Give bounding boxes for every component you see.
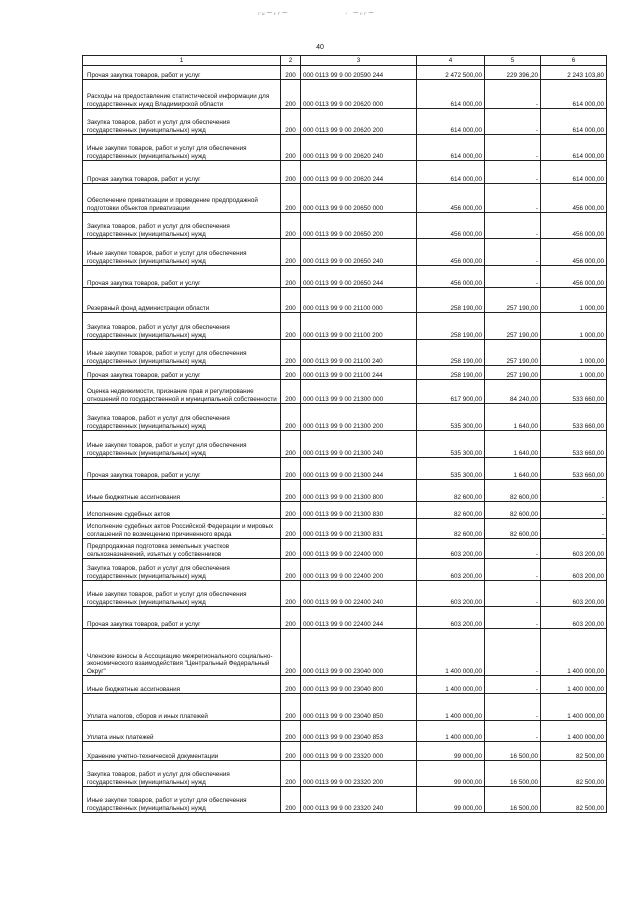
table-row [83, 313, 607, 340]
row-kbk-cell: 000 0113 99 9 00 21100 200 [301, 313, 417, 340]
row-code-cell: 200 [281, 80, 301, 109]
table-row [83, 742, 607, 761]
row-remainder-amount-cell: - [541, 502, 607, 519]
row-executed-amount-cell: - [485, 629, 541, 676]
row-code-cell: 200 [281, 629, 301, 676]
row-name-cell: Закупка товаров, работ и услуг для обеспечения государственных (муниципальных) нужд [83, 761, 281, 787]
table-row [83, 109, 607, 135]
row-plan-amount-cell: 603 200,00 [417, 581, 485, 607]
column-number-row [83, 56, 607, 66]
table-row [83, 340, 607, 366]
row-name-cell: Иные бюджетные ассигнования [83, 480, 281, 502]
row-executed-amount-cell: - [485, 607, 541, 629]
row-executed-amount-cell: - [485, 109, 541, 135]
row-executed-amount-cell: - [485, 266, 541, 288]
row-executed-amount-cell: - [485, 184, 541, 213]
row-kbk-cell: 000 0113 99 9 00 23040 000 [301, 629, 417, 676]
row-executed-amount-cell: 16 500,00 [485, 787, 541, 813]
table-row [83, 288, 607, 313]
row-remainder-amount-cell: 1 400 000,00 [541, 694, 607, 721]
row-executed-amount-cell: - [485, 539, 541, 559]
row-code-cell: 200 [281, 184, 301, 213]
row-kbk-cell: 000 0113 99 9 00 23320 000 [301, 742, 417, 761]
table-row [83, 458, 607, 480]
row-name-cell: Хранение учетно-технической документации [83, 742, 281, 761]
row-remainder-amount-cell: 603 200,00 [541, 581, 607, 607]
row-code-cell: 200 [281, 213, 301, 239]
table-row [83, 607, 607, 629]
row-executed-amount-cell: 257 190,00 [485, 313, 541, 340]
column-header: 3 [301, 56, 417, 66]
row-executed-amount-cell: 257 190,00 [485, 340, 541, 366]
row-kbk-cell: 000 0113 99 9 00 20620 244 [301, 161, 417, 184]
row-remainder-amount-cell: 456 000,00 [541, 184, 607, 213]
table-row [83, 721, 607, 742]
row-name-cell: Прочая закупка товаров, работ и услуг [83, 366, 281, 380]
row-plan-amount-cell: 99 000,00 [417, 742, 485, 761]
row-plan-amount-cell: 1 400 000,00 [417, 676, 485, 694]
row-name-cell: Иные закупки товаров, работ и услуг для обеспечения государственных (муниципальных) нужд [83, 787, 281, 813]
row-name-cell: Прочая закупка товаров, работ и услуг [83, 458, 281, 480]
row-remainder-amount-cell: 82 500,00 [541, 761, 607, 787]
row-code-cell: 200 [281, 787, 301, 813]
row-kbk-cell: 000 0113 99 9 00 21100 244 [301, 366, 417, 380]
table-row [83, 502, 607, 519]
row-plan-amount-cell: 614 000,00 [417, 109, 485, 135]
row-remainder-amount-cell: 1 000,00 [541, 366, 607, 380]
row-remainder-amount-cell: 82 500,00 [541, 787, 607, 813]
row-plan-amount-cell: 82 600,00 [417, 502, 485, 519]
row-executed-amount-cell: - [485, 676, 541, 694]
row-code-cell: 200 [281, 458, 301, 480]
row-name-cell: Закупка товаров, работ и услуг для обеспечения государственных (муниципальных) нужд [83, 213, 281, 239]
row-plan-amount-cell: 82 600,00 [417, 519, 485, 539]
row-kbk-cell: 000 0113 99 9 00 22400 000 [301, 539, 417, 559]
row-executed-amount-cell: 229 396,20 [485, 66, 541, 80]
table-body [83, 66, 607, 813]
row-code-cell: 200 [281, 366, 301, 380]
row-remainder-amount-cell: 614 000,00 [541, 135, 607, 161]
row-plan-amount-cell: 1 400 000,00 [417, 694, 485, 721]
row-kbk-cell: 000 0113 99 9 00 20620 240 [301, 135, 417, 161]
row-kbk-cell: 000 0113 99 9 00 23040 853 [301, 721, 417, 742]
row-kbk-cell: 000 0113 99 9 00 20650 000 [301, 184, 417, 213]
row-remainder-amount-cell: 1 000,00 [541, 340, 607, 366]
table-row [83, 380, 607, 404]
row-code-cell: 200 [281, 581, 301, 607]
row-name-cell: Иные закупки товаров, работ и услуг для обеспечения государственных (муниципальных) нужд [83, 431, 281, 458]
table-row [83, 213, 607, 239]
row-code-cell: 200 [281, 135, 301, 161]
row-executed-amount-cell: 257 190,00 [485, 366, 541, 380]
row-executed-amount-cell: 82 600,00 [485, 519, 541, 539]
row-kbk-cell: 000 0113 99 9 00 21100 240 [301, 340, 417, 366]
row-plan-amount-cell: 603 200,00 [417, 539, 485, 559]
row-executed-amount-cell: 16 500,00 [485, 742, 541, 761]
row-name-cell: Закупка товаров, работ и услуг для обеспечения государственных (муниципальных) нужд [83, 559, 281, 581]
row-kbk-cell: 000 0113 99 9 00 23320 200 [301, 761, 417, 787]
table-row [83, 135, 607, 161]
row-name-cell: Уплата налогов, сборов и иных платежей [83, 694, 281, 721]
row-plan-amount-cell: 535 300,00 [417, 404, 485, 431]
row-remainder-amount-cell: - [541, 519, 607, 539]
table-row [83, 519, 607, 539]
row-plan-amount-cell: 258 190,00 [417, 288, 485, 313]
row-code-cell: 200 [281, 761, 301, 787]
row-plan-amount-cell: 1 400 000,00 [417, 629, 485, 676]
row-remainder-amount-cell: 1 400 000,00 [541, 676, 607, 694]
column-header: 5 [485, 56, 541, 66]
row-plan-amount-cell: 258 190,00 [417, 366, 485, 380]
row-remainder-amount-cell: 456 000,00 [541, 266, 607, 288]
row-plan-amount-cell: 456 000,00 [417, 213, 485, 239]
row-kbk-cell: 000 0113 99 9 00 23040 850 [301, 694, 417, 721]
row-remainder-amount-cell: 533 660,00 [541, 404, 607, 431]
row-kbk-cell: 000 0113 99 9 00 20620 200 [301, 109, 417, 135]
row-executed-amount-cell: 16 500,00 [485, 761, 541, 787]
row-name-cell: Иные закупки товаров, работ и услуг для обеспечения государственных (муниципальных) нужд [83, 581, 281, 607]
budget-table [82, 55, 607, 813]
row-executed-amount-cell: 257 190,00 [485, 288, 541, 313]
row-name-cell: Иные закупки товаров, работ и услуг для обеспечения государственных (муниципальных) нужд [83, 239, 281, 266]
page-number: 40 [316, 44, 324, 51]
row-code-cell: 200 [281, 288, 301, 313]
column-header: 1 [83, 56, 281, 66]
row-plan-amount-cell: 456 000,00 [417, 266, 485, 288]
row-name-cell: Уплата иных платежей [83, 721, 281, 742]
row-code-cell: 200 [281, 380, 301, 404]
row-name-cell: Прочая закупка товаров, работ и услуг [83, 161, 281, 184]
column-header: 6 [541, 56, 607, 66]
row-kbk-cell: 000 0113 99 9 00 21300 200 [301, 404, 417, 431]
row-code-cell: 200 [281, 742, 301, 761]
row-executed-amount-cell: - [485, 239, 541, 266]
row-executed-amount-cell: - [485, 161, 541, 184]
row-kbk-cell: 000 0113 99 9 00 22400 200 [301, 559, 417, 581]
row-plan-amount-cell: 617 900,00 [417, 380, 485, 404]
row-code-cell: 200 [281, 607, 301, 629]
row-remainder-amount-cell: 82 500,00 [541, 742, 607, 761]
row-plan-amount-cell: 614 000,00 [417, 80, 485, 109]
row-code-cell: 200 [281, 559, 301, 581]
row-code-cell: 200 [281, 239, 301, 266]
row-plan-amount-cell: 614 000,00 [417, 161, 485, 184]
row-executed-amount-cell: 1 640,00 [485, 404, 541, 431]
row-plan-amount-cell: 535 300,00 [417, 458, 485, 480]
row-executed-amount-cell: - [485, 80, 541, 109]
row-remainder-amount-cell: 2 243 103,80 [541, 66, 607, 80]
row-name-cell: Закупка товаров, работ и услуг для обеспечения государственных (муниципальных) нужд [83, 404, 281, 431]
row-name-cell: Членские взносы в Ассоциацию межрегионального социально-экономического взаимодействия "Центральный Федеральный Округ" [83, 629, 281, 676]
row-kbk-cell: 000 0113 99 9 00 23320 240 [301, 787, 417, 813]
row-executed-amount-cell: - [485, 213, 541, 239]
row-plan-amount-cell: 82 600,00 [417, 480, 485, 502]
row-executed-amount-cell: - [485, 559, 541, 581]
table-row [83, 266, 607, 288]
row-name-cell: Иные закупки товаров, работ и услуг для обеспечения государственных (муниципальных) нужд [83, 135, 281, 161]
row-plan-amount-cell: 535 300,00 [417, 431, 485, 458]
table-row [83, 559, 607, 581]
table-row [83, 761, 607, 787]
row-kbk-cell: 000 0113 99 9 00 20590 244 [301, 66, 417, 80]
table-row [83, 80, 607, 109]
row-plan-amount-cell: 2 472 500,00 [417, 66, 485, 80]
row-kbk-cell: 000 0113 99 9 00 21300 831 [301, 519, 417, 539]
row-plan-amount-cell: 603 200,00 [417, 559, 485, 581]
table-row [83, 366, 607, 380]
row-code-cell: 200 [281, 66, 301, 80]
row-remainder-amount-cell: 1 000,00 [541, 313, 607, 340]
row-executed-amount-cell: - [485, 694, 541, 721]
row-kbk-cell: 000 0113 99 9 00 20650 200 [301, 213, 417, 239]
row-name-cell: Расходы на предоставление статистической информации для государственных нужд Владимирской области [83, 80, 281, 109]
table-row [83, 404, 607, 431]
table-row [83, 480, 607, 502]
table-row [83, 161, 607, 184]
row-executed-amount-cell: 1 640,00 [485, 431, 541, 458]
row-code-cell: 200 [281, 313, 301, 340]
row-name-cell: Исполнение судебных актов [83, 502, 281, 519]
row-remainder-amount-cell: 456 000,00 [541, 213, 607, 239]
row-code-cell: 200 [281, 404, 301, 431]
column-header: 2 [281, 56, 301, 66]
row-kbk-cell: 000 0113 99 9 00 22400 240 [301, 581, 417, 607]
row-code-cell: 200 [281, 109, 301, 135]
row-kbk-cell: 000 0113 99 9 00 20650 240 [301, 239, 417, 266]
table-row [83, 184, 607, 213]
row-kbk-cell: 000 0113 99 9 00 22400 244 [301, 607, 417, 629]
row-remainder-amount-cell: 614 000,00 [541, 161, 607, 184]
row-code-cell: 200 [281, 694, 301, 721]
row-executed-amount-cell: 1 640,00 [485, 458, 541, 480]
row-name-cell: Иные закупки товаров, работ и услуг для обеспечения государственных (муниципальных) нужд [83, 340, 281, 366]
row-code-cell: 200 [281, 519, 301, 539]
row-remainder-amount-cell: 603 200,00 [541, 607, 607, 629]
row-plan-amount-cell: 456 000,00 [417, 239, 485, 266]
row-name-cell: Исполнение судебных актов Российской Федерации и мировых соглашений по возмещению причиненного вреда [83, 519, 281, 539]
row-remainder-amount-cell: 1 400 000,00 [541, 721, 607, 742]
row-executed-amount-cell: 82 600,00 [485, 502, 541, 519]
row-executed-amount-cell: 82 600,00 [485, 480, 541, 502]
column-header: 4 [417, 56, 485, 66]
row-remainder-amount-cell: 614 000,00 [541, 80, 607, 109]
row-executed-amount-cell: - [485, 135, 541, 161]
row-remainder-amount-cell: 456 000,00 [541, 239, 607, 266]
row-plan-amount-cell: 258 190,00 [417, 313, 485, 340]
row-executed-amount-cell: - [485, 721, 541, 742]
row-executed-amount-cell: 84 240,00 [485, 380, 541, 404]
scan-mark-left: ᵣᵤ~ᵥᵣ~ [258, 8, 290, 17]
table-row [83, 239, 607, 266]
row-name-cell: Прочая закупка товаров, работ и услуг [83, 66, 281, 80]
row-kbk-cell: 000 0113 99 9 00 20650 244 [301, 266, 417, 288]
row-code-cell: 200 [281, 539, 301, 559]
scan-mark-right: ˴ ~ᵥᵣ~ [345, 8, 376, 17]
row-plan-amount-cell: 99 000,00 [417, 761, 485, 787]
row-name-cell: Прочая закупка товаров, работ и услуг [83, 607, 281, 629]
row-name-cell: Предпродажная подготовка земельных участков сельхозназначений, изъятых у собственников [83, 539, 281, 559]
row-name-cell: Прочая закупка товаров, работ и услуг [83, 266, 281, 288]
row-plan-amount-cell: 456 000,00 [417, 184, 485, 213]
row-remainder-amount-cell: 603 200,00 [541, 559, 607, 581]
row-plan-amount-cell: 614 000,00 [417, 135, 485, 161]
row-remainder-amount-cell: 533 660,00 [541, 458, 607, 480]
row-name-cell: Обеспечение приватизации и проведение предпродажной подготовки объектов приватизации [83, 184, 281, 213]
row-kbk-cell: 000 0113 99 9 00 21300 240 [301, 431, 417, 458]
row-plan-amount-cell: 603 200,00 [417, 607, 485, 629]
row-remainder-amount-cell: 614 000,00 [541, 109, 607, 135]
row-code-cell: 200 [281, 340, 301, 366]
table-row [83, 694, 607, 721]
row-name-cell: Закупка товаров, работ и услуг для обеспечения государственных (муниципальных) нужд [83, 313, 281, 340]
row-code-cell: 200 [281, 480, 301, 502]
table-row [83, 676, 607, 694]
table-row [83, 539, 607, 559]
table-row [83, 581, 607, 607]
row-name-cell: Оценка недвижимости, признание прав и регулирование отношений по государственной и муниципальной собственности [83, 380, 281, 404]
row-code-cell: 200 [281, 676, 301, 694]
table-row [83, 629, 607, 676]
row-kbk-cell: 000 0113 99 9 00 20620 000 [301, 80, 417, 109]
row-remainder-amount-cell: 603 200,00 [541, 539, 607, 559]
row-code-cell: 200 [281, 721, 301, 742]
table-row [83, 431, 607, 458]
row-executed-amount-cell: - [485, 581, 541, 607]
row-remainder-amount-cell: 533 660,00 [541, 380, 607, 404]
row-plan-amount-cell: 99 000,00 [417, 787, 485, 813]
row-plan-amount-cell: 1 400 000,00 [417, 721, 485, 742]
row-code-cell: 200 [281, 161, 301, 184]
row-name-cell: Закупка товаров, работ и услуг для обеспечения государственных (муниципальных) нужд [83, 109, 281, 135]
row-code-cell: 200 [281, 431, 301, 458]
row-code-cell: 200 [281, 502, 301, 519]
row-kbk-cell: 000 0113 99 9 00 23040 800 [301, 676, 417, 694]
table-row [83, 66, 607, 80]
row-kbk-cell: 000 0113 99 9 00 21300 800 [301, 480, 417, 502]
row-kbk-cell: 000 0113 99 9 00 21300 244 [301, 458, 417, 480]
row-remainder-amount-cell: - [541, 480, 607, 502]
row-remainder-amount-cell: 1 400 000,00 [541, 629, 607, 676]
row-kbk-cell: 000 0113 99 9 00 21100 000 [301, 288, 417, 313]
row-remainder-amount-cell: 1 000,00 [541, 288, 607, 313]
row-code-cell: 200 [281, 266, 301, 288]
row-name-cell: Иные бюджетные ассигнования [83, 676, 281, 694]
table-row [83, 787, 607, 813]
row-remainder-amount-cell: 533 660,00 [541, 431, 607, 458]
row-kbk-cell: 000 0113 99 9 00 21300 000 [301, 380, 417, 404]
row-kbk-cell: 000 0113 99 9 00 21300 830 [301, 502, 417, 519]
row-plan-amount-cell: 258 190,00 [417, 340, 485, 366]
row-name-cell: Резервный фонд администрации области [83, 288, 281, 313]
